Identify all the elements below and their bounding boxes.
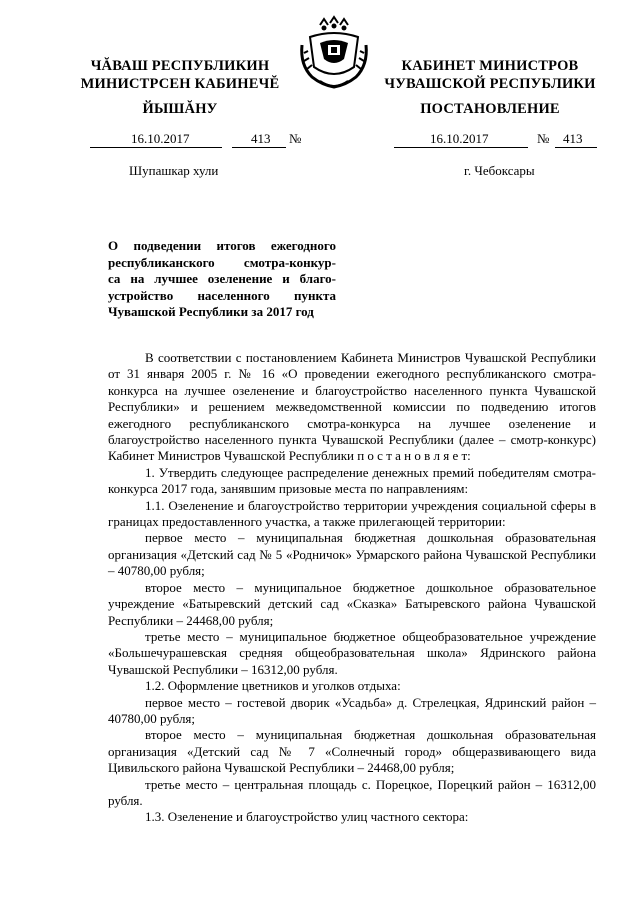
right-number-sign: № (537, 131, 550, 146)
title-line: устройство населенного пункта (108, 287, 336, 303)
document-body (108, 350, 596, 826)
right-org-line2: ЧУВАШСКОЙ РЕСПУБЛИКИ (384, 76, 596, 92)
paragraph-preamble: В соответствии с постановлением Кабинета Министров Чувашской Республики от 31 января 2005 г. № 16 «О проведении ежегодного республиканского смотра-конкурса на лучшее озеленение и благоустройство населенного пункта Чувашской Республики» и решением межведомственной комиссии по подведению итогов ежегодного республиканского смотра-конкурса на лучшее озеленение и благоустройство населенного пункта Чувашской Республики (далее – смотр-конкурс) Кабинет Министров Чувашской Республики п о с т а н о в л я е т: (108, 350, 596, 464)
left-org-name (70, 57, 290, 93)
left-number-underline (232, 146, 286, 148)
paragraph-1-1-second: второе место – муниципальное бюджетное дошкольное образовательное учреждение «Батыревский детский сад «Сказка» Батыревского района Чувашской Республики – 24468,00 рубля; (108, 579, 596, 628)
right-city: г. Чебоксары (464, 163, 535, 178)
title-line: Чувашской Республики за 2017 год (108, 304, 314, 319)
left-org-line2: МИНИСТРСЕН КАБИНЕЧĔ (80, 76, 280, 92)
left-number-sign: № (289, 131, 302, 146)
right-date-underline (394, 146, 528, 148)
right-date: 16.10.2017 (430, 131, 489, 146)
left-org-line1: ЧĂВАШ РЕСПУБЛИКИН (90, 58, 270, 74)
right-org-line1: КАБИНЕТ МИНИСТРОВ (401, 58, 579, 74)
paragraph-1-2: 1.2. Оформление цветников и уголков отдыха: (145, 678, 401, 694)
paragraph-1-2-second: второе место – муниципальная бюджетная дошкольная образовательная организация «Детский сад № 7 «Солнечный город» общеразвивающего вида Цивильского района Чувашской Республики – 24468,00 рубля; (108, 727, 596, 776)
right-number: 413 (563, 131, 583, 146)
right-number-underline (555, 146, 597, 148)
left-city: Шупашкар хули (129, 163, 219, 178)
left-doc-type: ЙЫШĂНУ (142, 101, 218, 117)
paragraph-1-1: 1.1. Озеленение и благоустройство территории учреждения социальной сферы в границах предоставленного участка, а также прилегающей территории: (108, 497, 596, 530)
emblem-icon (298, 15, 370, 93)
left-number: 413 (251, 131, 271, 146)
title-line: О подведении итогов ежегодного (108, 238, 336, 253)
paragraph-1-3: 1.3. Озеленение и благоустройство улиц частного сектора: (145, 809, 469, 825)
left-date-underline (90, 146, 222, 148)
right-doc-type: ПОСТАНОВЛЕНИЕ (420, 101, 560, 117)
paragraph-1-1-third: третье место – муниципальное бюджетное общеобразовательное учреждение «Большечурашевская средняя общеобразовательная школа» Ядринского района Чувашской Республики – 16312,00 рубля. (108, 628, 596, 677)
paragraph-1: 1. Утвердить следующее распределение денежных премий победителям смотра-конкурса 2017 года, занявшим призовые места по направлениям: (108, 464, 596, 497)
paragraph-1-2-third: третье место – центральная площадь с. Порецкое, Порецкий район – 16312,00 рубля. (108, 776, 596, 808)
title-line: са на лучшее озеленение и благо- (108, 271, 336, 286)
left-date: 16.10.2017 (131, 131, 190, 146)
document-title (108, 238, 336, 321)
chuvash-emblem (298, 15, 370, 93)
title-line: республиканского смотра-конкур- (108, 254, 336, 270)
paragraph-1-2-first: первое место – гостевой дворик «Усадьба» д. Стрелецкая, Ядринский район – 40780,00 рубля; (108, 694, 596, 726)
right-org-name (375, 57, 605, 93)
paragraph-1-1-first: первое место – муниципальная бюджетная дошкольная образовательная организация «Детский сад № 5 «Родничок» Урмарского района Чувашской Республики – 40780,00 рубля; (108, 530, 596, 579)
